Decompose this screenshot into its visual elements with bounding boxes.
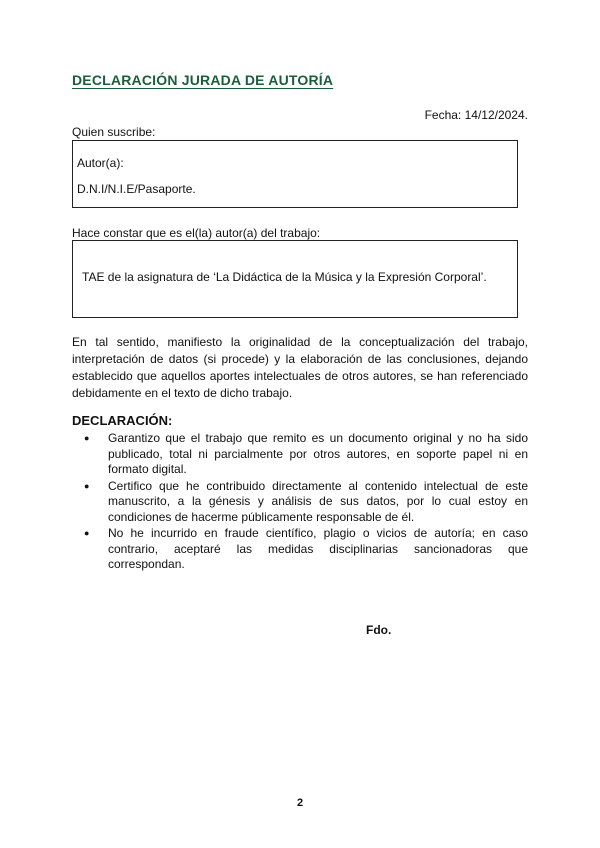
subscriber-label: Quien suscribe: <box>72 125 156 139</box>
work-box <box>72 240 518 318</box>
page-title: DECLARACIÓN JURADA DE AUTORÍA <box>72 72 334 88</box>
declaration-heading: DECLARACIÓN: <box>72 413 173 428</box>
author-label: Autor(a): <box>77 156 124 170</box>
list-item <box>72 479 528 526</box>
work-title-text: TAE de la asignatura de ‘La Didáctica de la Música y la Expresión Corporal’. <box>82 270 487 284</box>
work-label: Hace constar que es el(la) autor(a) del trabajo: <box>72 226 321 240</box>
signature-label: Fdo. <box>366 623 392 637</box>
list-item-text: No he incurrido en fraude científico, plagio o vicios de autoría; en caso contrario, aceptaré las medidas disciplinarias sancionadoras que correspondan. <box>108 526 528 571</box>
list-item <box>72 526 528 573</box>
list-item-text: Garantizo que el trabajo que remito es un documento original y no ha sido publicado, total ni parcialmente por otros autores, en soporte papel ni en formato digital. <box>108 431 528 476</box>
originality-paragraph: En tal sentido, manifiesto la originalidad de la conceptualización del trabajo, interpretación de datos (si procede) y la elaboración de las conclusiones, dejando establecido que aquellos aportes intelectuales de otros autores, se han referenciado debidamente en el texto de dicho trabajo. <box>72 335 528 400</box>
date-text: Fecha: 14/12/2024. <box>424 108 528 122</box>
list-item-text: Certifico que he contribuido directamente al contenido intelectual de este manuscrito, a la génesis y análisis de sus datos, por lo cual estoy en condiciones de hacerme públicamente responsable de él. <box>108 478 528 524</box>
author-box <box>72 140 518 208</box>
list-item <box>72 431 528 478</box>
page-number: 2 <box>296 797 304 809</box>
dni-label: D.N.I/N.I.E/Pasaporte. <box>77 182 196 196</box>
declaration-list <box>72 431 528 574</box>
